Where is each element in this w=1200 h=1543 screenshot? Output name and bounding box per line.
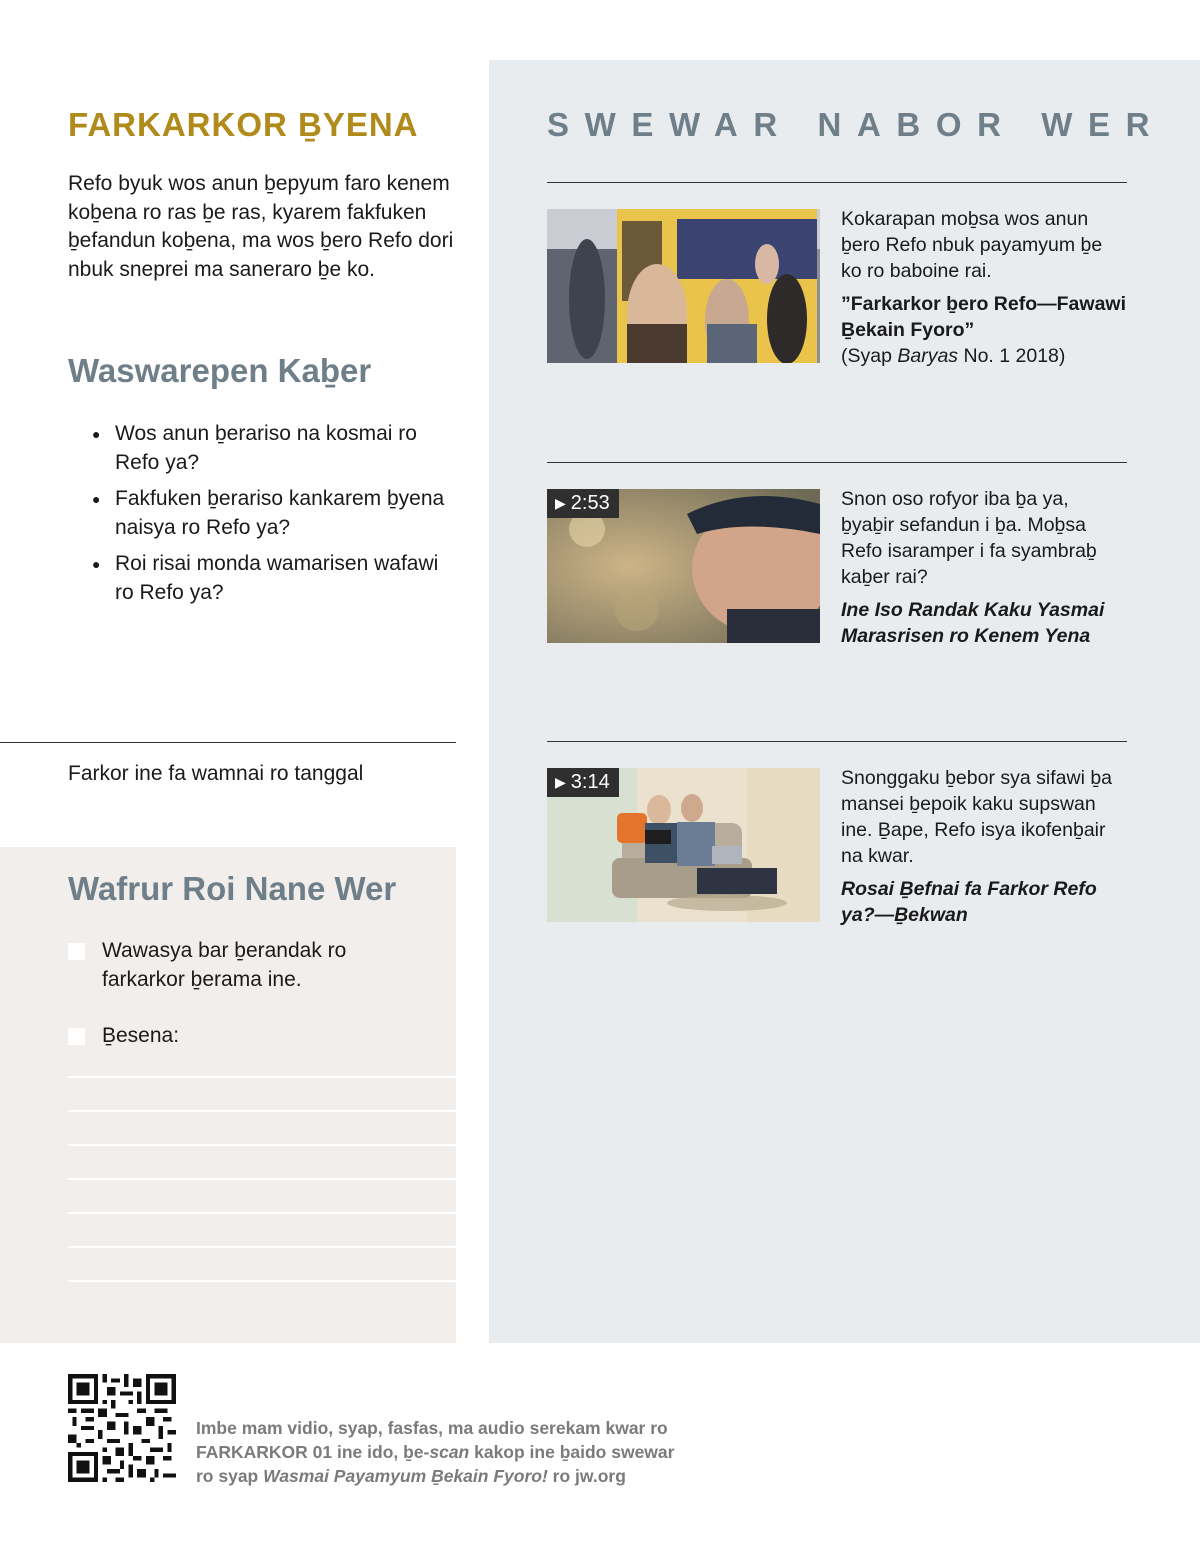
video-thumbnail[interactable] — [547, 489, 820, 643]
next-steps-title: Wafrur Roi Nane Wer — [68, 870, 397, 907]
question-item: ● Fakfuken ḇerariso kankarem ḇyena naisya ro Refo ya? — [92, 485, 462, 542]
video-duration: 2:53 — [570, 492, 610, 514]
magazine-thumbnail[interactable] — [547, 209, 820, 363]
questions-title: Waswarepen Kaḇer — [68, 352, 372, 389]
question-item: ● Roi risai monda wamarisen wafawi ro Refo ya? — [92, 550, 462, 607]
item-3-description: Snonggaku ḇebor sya sifawi ḇa mansei ḇepoik kaku supswan ine. Ḇape, Refo isya ikofenḇair na kwar. — [841, 767, 1113, 867]
item-1-reference — [841, 343, 1065, 369]
checkbox-next-lesson[interactable] — [68, 943, 85, 960]
item-2-description: Snon oso rofyor iba ḇa ya, ḇyaḇir sefandun i ḇa. Moḇsa Refo isaramper i fa syambraḇ kaḇer rai? — [841, 488, 1097, 588]
item-1-ref-italic: Baryas — [897, 345, 959, 367]
item-3-title-text: Rosai Ḇefnai fa Farkor Refo ya?—Ḇekwan — [841, 878, 1097, 926]
explore-more-title: SWEWAR NABOR WER — [547, 106, 1166, 143]
write-line[interactable] — [68, 1246, 456, 1248]
footer-line-3-b[interactable]: ro jw.org — [547, 1466, 626, 1486]
item-2-title[interactable] — [841, 597, 1131, 649]
divider — [547, 462, 1127, 463]
write-line[interactable] — [68, 1280, 456, 1282]
summary-text: Refo byuk wos anun ḇepyum faro kenem koḇena ro ras ḇe ras, kyarem fakfuken ḇefandun koḇena, ma wos ḇero Refo dori nbuk sneprei ma saneraro ḇe ko. — [68, 172, 454, 281]
question-item: ● Wos anun ḇerariso na kosmai ro Refo ya? — [92, 420, 462, 477]
footer-line-3 — [196, 1464, 696, 1488]
train-station-image — [547, 209, 820, 363]
footer-line-1: Imbe mam vidio, syap, fasfas, ma audio serekam kwar ro — [196, 1418, 668, 1438]
divider — [547, 741, 1127, 742]
questions-list — [92, 420, 462, 615]
item-1-ref-prefix: (Syap — [841, 345, 898, 367]
item-1-ref-suffix: No. 1 2018) — [958, 345, 1066, 367]
item-1-title[interactable] — [841, 291, 1131, 343]
video-thumbnail[interactable] — [547, 768, 820, 922]
video-duration-badge — [547, 489, 619, 518]
footer-text — [196, 1416, 696, 1488]
write-line[interactable] — [68, 1110, 456, 1112]
date-label: Farkor ine fa wamnai ro tanggal — [68, 762, 364, 785]
play-icon: ▶ — [555, 495, 566, 511]
summary-title: FARKARKOR ḆYENA — [68, 106, 419, 143]
item-1-description: Kokarapan moḇsa wos anun ḇero Refo nbuk payamyum ḇe ko ro baboine rai. — [841, 208, 1103, 282]
footer-line-2-b: kakop ine ḇaido swewar — [469, 1442, 675, 1462]
divider — [547, 182, 1127, 183]
next-steps-panel — [0, 847, 456, 1343]
item-1-title-text: ”Farkarkor ḇero Refo—Fawawi Ḇekain Fyoro” — [841, 293, 1126, 341]
write-line[interactable] — [68, 1076, 456, 1078]
write-line[interactable] — [68, 1212, 456, 1214]
footer-line-2 — [196, 1440, 696, 1464]
checkbox-other[interactable] — [68, 1028, 85, 1045]
write-line[interactable] — [68, 1144, 456, 1146]
video-duration-badge — [547, 768, 619, 797]
divider — [0, 742, 456, 743]
footer-line-2-italic: scan — [429, 1442, 470, 1462]
footer-line-2-a: FARKARKOR 01 ine ido, ḇe- — [196, 1442, 430, 1462]
item-2-title-text: Ine Iso Randak Kaku Yasmai Marasrisen ro Kenem Yena — [841, 599, 1105, 647]
qr-code[interactable] — [68, 1374, 176, 1482]
checkbox-other-label: Ḇesena: — [102, 1024, 180, 1047]
checkbox-next-lesson-label: Wawasya bar ḇerandak ro farkarkor ḇerama ine. — [102, 939, 347, 991]
play-icon: ▶ — [555, 774, 566, 790]
footer-line-3-italic: Wasmai Payamyum Ḇekain Fyoro! — [263, 1466, 548, 1486]
write-line[interactable] — [68, 1178, 456, 1180]
item-3-title[interactable] — [841, 876, 1101, 928]
video-duration: 3:14 — [570, 771, 610, 793]
footer-line-3-a: ro syap — [196, 1466, 264, 1486]
